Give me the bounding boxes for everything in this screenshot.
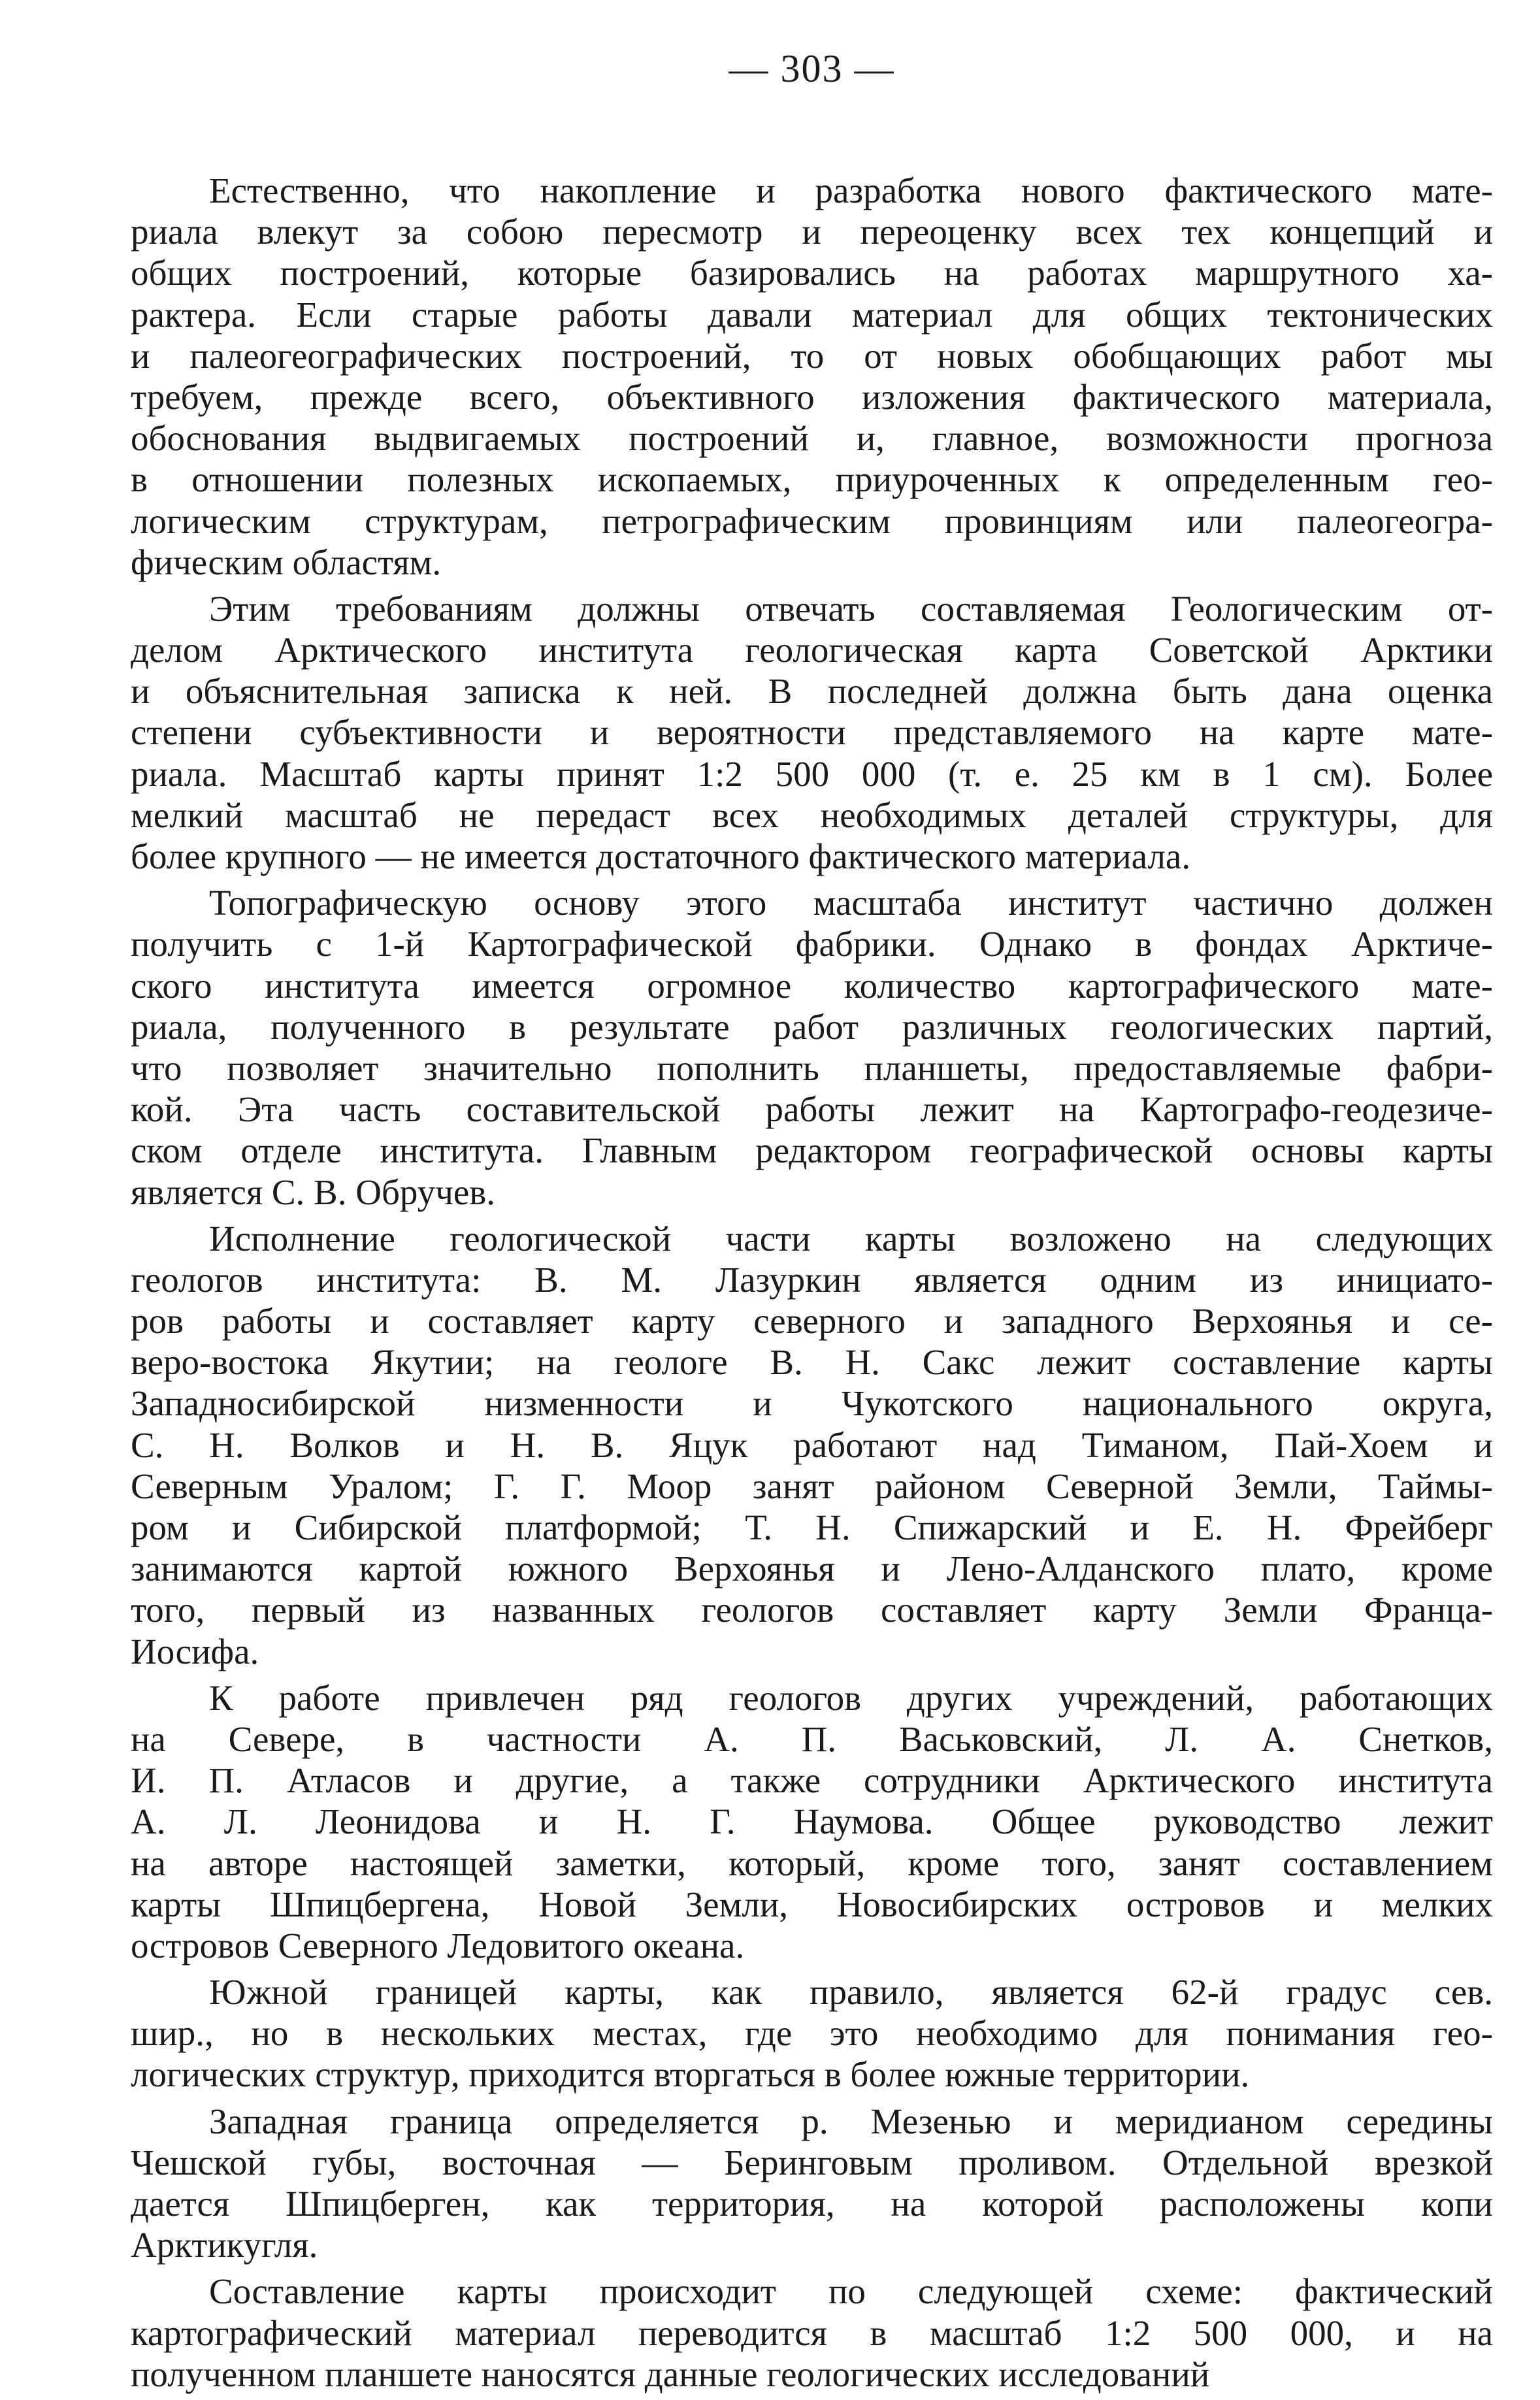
text-line: получить с 1-й Картографической фабрики. Однако в фондах Арктиче- (131, 924, 1493, 964)
text-line: Арктикугля. (131, 2225, 318, 2265)
paragraph (131, 882, 1493, 1213)
paragraph (131, 170, 1493, 583)
text-line: более крупного — не имеется достаточного фактического материала. (131, 836, 1191, 876)
paragraph (131, 2271, 1493, 2395)
text-line: на авторе настоящей заметки, который, кроме того, занят составлением (131, 1843, 1493, 1883)
text-line: Топографическую основу этого масштаба институт частично должен (209, 883, 1493, 923)
page-number: — 303 — (729, 47, 895, 90)
text-line: логических структур, приходится вторгаться в более южные территории. (131, 2054, 1250, 2095)
text-line: полученном планшете наносятся данные геологических исследований (131, 2354, 1210, 2394)
text-line: С. Н. Волков и Н. В. Яцук работают над Тиманом, Пай-Хоем и (131, 1424, 1493, 1465)
text-line: является С. В. Обручев. (131, 1172, 496, 1212)
text-line: Западная граница определяется р. Мезенью и меридианом середины (209, 2101, 1493, 2141)
text-line: карты Шпицбергена, Новой Земли, Новосибирских островов и мелких (131, 1884, 1493, 1924)
text-line: в отношении полезных ископаемых, приуроченных к определенным гео- (131, 459, 1493, 500)
text-line: шир., но в нескольких местах, где это необходимо для понимания гео- (131, 2013, 1493, 2054)
text-line: делом Арктического института геологическая карта Советской Арктики (131, 630, 1493, 670)
text-line: ром и Сибирской платформой; Т. Н. Спижарский и Е. Н. Фрейберг (131, 1507, 1493, 1547)
text-line: А. Л. Леонидова и Н. Г. Наумова. Общее руководство лежит (131, 1801, 1493, 1842)
text-line: веро-востока Якутии; на геологе В. Н. Сакс лежит составление карты (131, 1342, 1493, 1383)
paragraph (131, 1971, 1493, 2096)
text-line: дается Шпицберген, как территория, на которой расположены копи (131, 2184, 1493, 2224)
text-line: Этим требованиям должны отвечать составляемая Геологическим от- (209, 588, 1493, 629)
text-line: Южной границей карты, как правило, является 62-й градус сев. (209, 1972, 1493, 2013)
text-line: что позволяет значительно пополнить планшеты, предоставляемые фабри- (131, 1047, 1493, 1088)
paragraph (131, 2101, 1493, 2266)
paragraph (131, 588, 1493, 877)
text-line: ском отделе института. Главным редактором географической основы карты (131, 1130, 1493, 1171)
text-line: Исполнение геологической части карты возложено на следующих (209, 1218, 1493, 1258)
text-line: ров работы и составляет карту северного и западного Верхоянья и се- (131, 1301, 1493, 1341)
text-line: фическим областям. (131, 542, 442, 582)
text-line: логическим структурам, петрографическим провинциям или палеогеогра- (131, 501, 1493, 541)
text-line: геологов института: В. М. Лазуркин является одним из инициато- (131, 1259, 1493, 1300)
text-line: Северным Уралом; Г. Г. Моор занят районом Северной Земли, Таймы- (131, 1466, 1493, 1506)
text-line: островов Северного Ледовитого океана. (131, 1925, 745, 1965)
text-line: Иосифа. (131, 1631, 259, 1671)
text-line: риала влекут за собою пересмотр и переоценку всех тех концепций и (131, 212, 1493, 252)
paragraph (131, 1218, 1493, 1672)
text-line: Естественно, что накопление и разработка нового фактического мате- (209, 171, 1493, 210)
text-line: обоснования выдвигаемых построений и, главное, возможности прогноза (131, 418, 1493, 459)
paragraph (131, 1677, 1493, 1966)
text-line: Западносибирской низменности и Чукотского национального округа, (131, 1383, 1493, 1424)
text-line: того, первый из названных геологов составляет карту Земли Франца- (131, 1590, 1493, 1630)
text-body (131, 170, 1493, 2395)
text-line: и палеогеографических построений, то от новых обобщающих работ мы (131, 335, 1493, 376)
text-line: рактера. Если старые работы давали материал для общих тектонических (131, 294, 1493, 335)
text-line: риала, полученного в результате работ различных геологических партий, (131, 1006, 1493, 1047)
text-line: общих построений, которые базировались на работах маршрутного ха- (131, 253, 1493, 293)
text-line: картографический материал переводится в масштаб 1:2 500 000, и на (131, 2312, 1493, 2353)
text-line: требуем, прежде всего, объективного изложения фактического материала, (131, 376, 1493, 417)
text-line: К работе привлечен ряд геологов других учреждений, работающих (209, 1677, 1493, 1718)
text-line: кой. Эта часть составительской работы лежит на Картографо-геодезиче- (131, 1089, 1493, 1130)
text-line: степени субъективности и вероятности представляемого на карте мате- (131, 712, 1493, 753)
text-line: занимаются картой южного Верхоянья и Лено-Алданского плато, кроме (131, 1549, 1493, 1589)
text-line: ского института имеется огромное количество картографического мате- (131, 965, 1493, 1006)
text-line: на Севере, в частности А. П. Васьковский, Л. А. Снетков, (131, 1718, 1493, 1759)
text-line: И. П. Атласов и другие, а также сотрудники Арктического института (131, 1760, 1493, 1801)
text-line: и объяснительная записка к ней. В последней должна быть дана оценка (131, 671, 1493, 712)
text-line: риала. Масштаб карты принят 1:2 500 000 (т. е. 25 км в 1 см). Более (131, 753, 1493, 794)
text-line: Составление карты происходит по следующей схеме: фактический (209, 2271, 1493, 2312)
text-line: Чешской губы, восточная — Беринговым проливом. Отдельной врезкой (131, 2142, 1493, 2182)
document-page (131, 39, 1493, 2400)
text-line: мелкий масштаб не передаст всех необходимых деталей структуры, для (131, 795, 1493, 835)
